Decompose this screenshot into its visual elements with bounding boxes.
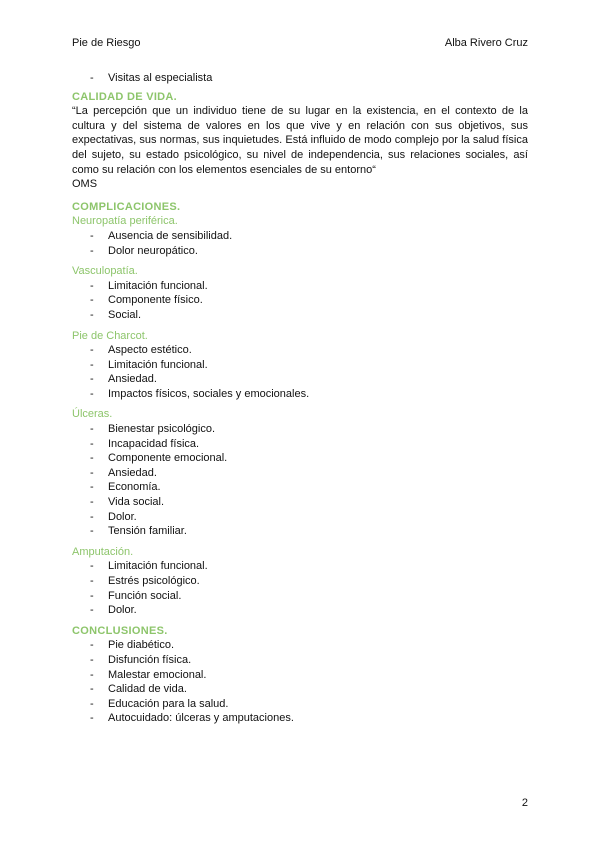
list-vasculopatia [72,279,528,323]
subheading-neuropatia: Neuropatía periférica. [72,215,178,228]
page-content [72,71,528,726]
subheading-amputacion: Amputación. [72,545,134,558]
list-item: - Función social. [72,589,528,604]
list-item: - Estrés psicológico. [72,574,528,589]
list-item: - Aspecto estético. [72,343,528,358]
section-heading-calidad: CALIDAD DE VIDA. [72,90,178,103]
quote-source: OMS [72,178,98,191]
list-item: - Impactos físicos, sociales y emocionales. [72,387,528,402]
list-item: - Incapacidad física. [72,437,528,452]
list-item: - Social. [72,308,528,323]
list-item: - Ausencia de sensibilidad. [72,229,528,244]
list-item: - Disfunción física. [72,653,528,668]
list-item: - Ansiedad. [72,372,528,387]
who-quote: “La percepción que un individuo tiene de su lugar en la existencia, en el contexto de la cultura y del sistema de valores en los que vive y en relación con sus objetivos, sus expectativas, sus normas, sus inquietudes. Está influido de modo complejo por la salud física del sujeto, su estado psicológico, su nivel de independencia, sus relaciones sociales, así como su relación con los elementos esenciales de su entorno“ [72,105,528,176]
list-conclusiones [72,638,528,726]
top-list [72,71,528,86]
list-amputacion [72,559,528,617]
header-author: Alba Rivero Cruz [444,37,528,49]
list-item: - Dolor. [72,510,528,525]
list-neuropatia [72,229,528,258]
list-item: - Economía. [72,480,528,495]
list-item: - Bienestar psicológico. [72,422,528,437]
list-item: - Dolor. [72,603,528,618]
list-item: - Tensión familiar. [72,524,528,539]
page-number: 2 [521,797,528,809]
list-item: - Pie diabético. [72,638,528,653]
subheading-charcot: Pie de Charcot. [72,329,148,342]
section-heading-conclusiones: CONCLUSIONES. [72,624,168,637]
list-item: - Educación para la salud. [72,697,528,712]
list-item: - Calidad de vida. [72,682,528,697]
list-item: - Componente emocional. [72,451,528,466]
page-header [72,37,528,49]
list-item: - Ansiedad. [72,466,528,481]
list-charcot [72,343,528,401]
list-item: - Visitas al especialista [72,71,528,86]
list-item: - Malestar emocional. [72,668,528,683]
list-item: - Vida social. [72,495,528,510]
list-item: - Limitación funcional. [72,279,528,294]
list-item: - Autocuidado: úlceras y amputaciones. [72,711,528,726]
subheading-ulceras: Úlceras. [72,408,113,421]
section-heading-complicaciones: COMPLICACIONES. [72,200,181,213]
list-ulceras [72,422,528,539]
list-item: - Limitación funcional. [72,358,528,373]
list-item: - Componente físico. [72,293,528,308]
header-title: Pie de Riesgo [72,37,141,49]
subheading-vasculopatia: Vasculopatía. [72,265,138,278]
list-item: - Dolor neuropático. [72,244,528,259]
list-item: - Limitación funcional. [72,559,528,574]
